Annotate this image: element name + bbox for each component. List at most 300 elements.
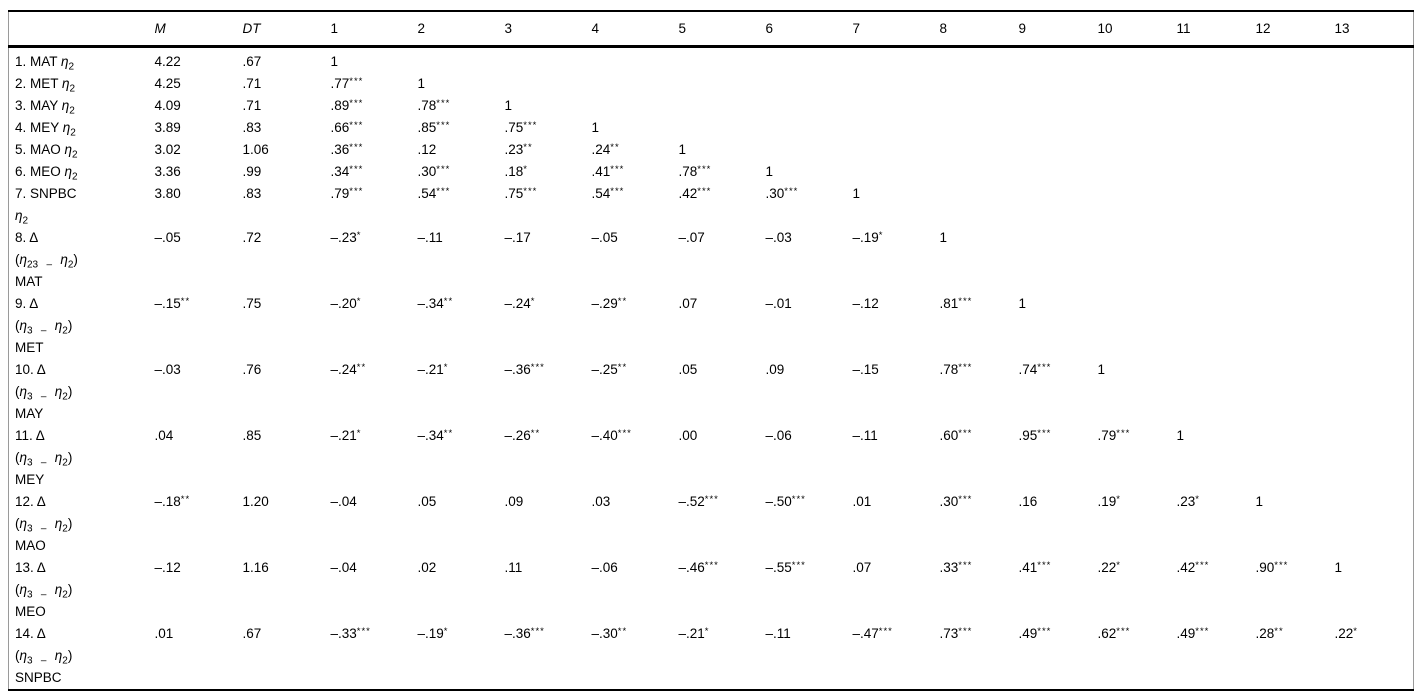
- value-cell: .49***: [1176, 625, 1210, 641]
- column-header: 4: [592, 11, 679, 47]
- value-cell: [679, 73, 766, 95]
- eta-symbol: η: [19, 252, 27, 267]
- value-cell: –.06: [591, 560, 618, 575]
- row-label: [9, 227, 155, 293]
- label-text: ): [67, 318, 73, 333]
- column-header: 8: [940, 11, 1019, 47]
- column-header: M: [155, 11, 243, 47]
- value-cell: .74***: [1018, 361, 1052, 377]
- value-cell: .79***: [1097, 427, 1131, 443]
- value-cell: –.11: [765, 626, 791, 641]
- significance-asterisks: ***: [349, 75, 364, 87]
- value-cell: –.19*: [852, 229, 884, 245]
- value-cell: [592, 95, 679, 117]
- row-label: [9, 359, 155, 425]
- column-header: 6: [766, 11, 853, 47]
- row-label-line: [15, 491, 155, 513]
- significance-asterisks: ***: [523, 185, 538, 197]
- value-cell: –.15: [852, 362, 879, 377]
- value-cell: [1177, 359, 1256, 425]
- value-cell: .09: [504, 494, 524, 509]
- column-header: 9: [1019, 11, 1098, 47]
- value-cell: –.19*: [417, 625, 449, 641]
- significance-asterisks: ***: [1195, 559, 1210, 571]
- value-cell: 1.06: [242, 142, 269, 157]
- label-text: MAO: [15, 538, 46, 553]
- value-cell: .00: [678, 428, 698, 443]
- value-cell: .11: [504, 560, 523, 575]
- label-text: 4. MEY: [15, 120, 63, 135]
- value-cell: [1019, 161, 1098, 183]
- value-cell: .78***: [939, 361, 973, 377]
- row-label: [9, 491, 155, 557]
- value-cell: –.11: [417, 230, 443, 245]
- value-cell: [1098, 73, 1177, 95]
- value-cell: [1177, 47, 1256, 74]
- eta-symbol: η: [15, 208, 23, 223]
- value-cell: .23*: [1176, 493, 1200, 509]
- value-cell: –.24**: [330, 361, 367, 377]
- value-cell: [679, 47, 766, 74]
- value-cell: .28**: [1255, 625, 1284, 641]
- row-label-line: [15, 337, 155, 359]
- row-label-line: [15, 469, 155, 491]
- value-cell: .09: [765, 362, 785, 377]
- eta-symbol: η: [62, 120, 71, 135]
- value-cell: [1019, 117, 1098, 139]
- value-cell: .02: [417, 560, 437, 575]
- significance-asterisks: ***: [617, 427, 632, 439]
- table-row: [9, 359, 1414, 425]
- value-cell: [853, 47, 940, 74]
- row-label-line: [15, 513, 155, 535]
- value-cell: –.04: [330, 560, 357, 575]
- value-cell: 1: [330, 54, 339, 69]
- value-cell: 1: [852, 186, 861, 201]
- value-cell: 1.20: [242, 494, 269, 509]
- label-text: –: [32, 589, 55, 601]
- eta-symbol: η: [54, 648, 63, 663]
- label-text: ): [67, 450, 73, 465]
- significance-asterisks: ***: [784, 185, 799, 197]
- significance-asterisks: ***: [349, 141, 364, 153]
- label-text: ): [67, 384, 73, 399]
- value-cell: [1177, 117, 1256, 139]
- row-label: [9, 293, 155, 359]
- significance-asterisks: ***: [1195, 625, 1210, 637]
- row-label: [9, 95, 155, 117]
- value-cell: .95***: [1018, 427, 1052, 443]
- value-cell: [1019, 183, 1098, 227]
- significance-asterisks: **: [443, 427, 454, 439]
- value-cell: –.12: [852, 296, 879, 311]
- column-header: 3: [505, 11, 592, 47]
- label-text: ): [67, 516, 73, 531]
- value-cell: –.03: [765, 230, 792, 245]
- row-label: [9, 139, 155, 161]
- eta-symbol: η: [54, 384, 63, 399]
- value-cell: [1019, 95, 1098, 117]
- value-cell: .30***: [939, 493, 973, 509]
- value-cell: .01: [852, 494, 872, 509]
- table-row: [9, 425, 1414, 491]
- value-cell: .19*: [1097, 493, 1121, 509]
- label-text: –: [32, 391, 55, 403]
- table-body: [9, 47, 1414, 691]
- value-cell: –.25**: [591, 361, 628, 377]
- significance-asterisks: ***: [349, 119, 364, 131]
- value-cell: –.52***: [678, 493, 719, 509]
- label-text: –: [38, 259, 61, 271]
- value-cell: .41***: [591, 163, 625, 179]
- value-cell: [940, 117, 1019, 139]
- significance-asterisks: ***: [436, 185, 451, 197]
- label-text: MET: [15, 340, 44, 355]
- value-cell: 1: [591, 120, 600, 135]
- value-cell: [1256, 425, 1335, 491]
- value-cell: –.21*: [678, 625, 710, 641]
- table-row: [9, 623, 1414, 690]
- significance-asterisks: **: [523, 141, 533, 153]
- significance-asterisks: ***: [530, 361, 545, 373]
- eta-symbol: η: [54, 516, 63, 531]
- row-label-line: [15, 139, 155, 161]
- row-label-line: [15, 447, 155, 469]
- eta-symbol: η: [19, 582, 27, 597]
- row-label-line: [15, 227, 155, 249]
- value-cell: –.21*: [330, 427, 362, 443]
- eta-symbol: η: [19, 318, 27, 333]
- label-text: 13. Δ: [15, 560, 46, 575]
- value-cell: .99: [242, 164, 262, 179]
- eta-symbol: η: [19, 516, 27, 531]
- value-cell: –.04: [330, 494, 357, 509]
- value-cell: .42***: [1176, 559, 1210, 575]
- row-label-line: [15, 249, 155, 271]
- significance-asterisks: *: [1353, 625, 1358, 637]
- value-cell: [940, 47, 1019, 74]
- significance-asterisks: ***: [958, 361, 973, 373]
- label-text: 14. Δ: [15, 626, 46, 641]
- value-cell: [1019, 227, 1098, 293]
- value-cell: [1256, 359, 1335, 425]
- value-cell: 1: [417, 76, 426, 91]
- value-cell: .16: [1018, 494, 1038, 509]
- value-cell: 1: [765, 164, 774, 179]
- value-cell: –.36***: [504, 361, 545, 377]
- value-cell: –.30**: [591, 625, 628, 641]
- row-label-line: [15, 293, 155, 315]
- value-cell: –.01: [765, 296, 792, 311]
- significance-asterisks: *: [443, 625, 449, 637]
- label-text: 2: [62, 589, 68, 601]
- significance-asterisks: **: [443, 295, 454, 307]
- value-cell: [1177, 73, 1256, 95]
- label-text: MAY: [15, 406, 44, 421]
- value-cell: .62***: [1097, 625, 1131, 641]
- label-text: 2: [62, 655, 68, 667]
- significance-asterisks: ***: [958, 493, 973, 505]
- significance-asterisks: *: [356, 427, 362, 439]
- value-cell: 4.25: [154, 76, 181, 91]
- significance-asterisks: ***: [791, 493, 806, 505]
- value-cell: –.33***: [330, 625, 371, 641]
- value-cell: .85: [242, 428, 262, 443]
- value-cell: [940, 183, 1019, 227]
- table-row: [9, 491, 1414, 557]
- value-cell: 3.89: [154, 120, 181, 135]
- value-cell: [1256, 95, 1335, 117]
- value-cell: [1256, 161, 1335, 183]
- value-cell: .34***: [330, 163, 364, 179]
- value-cell: [853, 73, 940, 95]
- eta-symbol: η: [54, 450, 63, 465]
- value-cell: .71: [242, 76, 262, 91]
- row-label: [9, 557, 155, 623]
- label-text: 1. MAT: [15, 54, 62, 69]
- label-text: –: [32, 325, 55, 337]
- label-text: 11. Δ: [15, 428, 45, 443]
- value-cell: 1: [939, 230, 948, 245]
- significance-asterisks: **: [530, 427, 541, 439]
- table-row: [9, 557, 1414, 623]
- value-cell: [1335, 47, 1414, 74]
- value-cell: 1: [1176, 428, 1185, 443]
- eta-symbol: η: [54, 582, 63, 597]
- row-label-line: [15, 403, 155, 425]
- significance-asterisks: ***: [958, 427, 973, 439]
- value-cell: [1098, 139, 1177, 161]
- value-cell: 3.02: [154, 142, 181, 157]
- value-cell: [853, 95, 940, 117]
- value-cell: .60***: [939, 427, 973, 443]
- value-cell: .30***: [417, 163, 451, 179]
- value-cell: –.26**: [504, 427, 541, 443]
- value-cell: –.17: [504, 230, 531, 245]
- value-cell: .12: [417, 142, 437, 157]
- label-text: 2: [68, 61, 75, 73]
- value-cell: .67: [242, 54, 262, 69]
- label-text: 3: [27, 589, 33, 601]
- value-cell: [1098, 183, 1177, 227]
- label-text: (: [15, 252, 20, 267]
- value-cell: [940, 161, 1019, 183]
- label-text: MAT: [15, 274, 43, 289]
- value-cell: [679, 117, 766, 139]
- value-cell: .22*: [1334, 625, 1358, 641]
- label-text: 3: [27, 391, 33, 403]
- label-text: –: [32, 457, 55, 469]
- label-text: (: [15, 450, 20, 465]
- value-cell: –.06: [765, 428, 792, 443]
- table-row: [9, 73, 1414, 95]
- value-cell: 1: [504, 98, 513, 113]
- value-cell: .49***: [1018, 625, 1052, 641]
- value-cell: [1335, 491, 1414, 557]
- value-cell: .77***: [330, 75, 364, 91]
- row-label-line: [15, 271, 155, 293]
- significance-asterisks: *: [523, 163, 528, 175]
- value-cell: –.18**: [154, 493, 191, 509]
- label-text: (: [15, 318, 20, 333]
- significance-asterisks: ***: [704, 559, 719, 571]
- label-text: 8. Δ: [15, 230, 39, 245]
- significance-asterisks: **: [617, 295, 628, 307]
- label-text: 3: [27, 457, 33, 469]
- value-cell: [1256, 227, 1335, 293]
- column-header: 1: [331, 11, 418, 47]
- significance-asterisks: ***: [349, 185, 364, 197]
- eta-symbol: η: [19, 648, 27, 663]
- row-label-line: [15, 535, 155, 557]
- significance-asterisks: *: [1195, 493, 1200, 505]
- row-label-line: [15, 183, 155, 205]
- value-cell: [766, 117, 853, 139]
- label-text: 2: [62, 325, 68, 337]
- significance-asterisks: ***: [1116, 427, 1131, 439]
- column-header: DT: [243, 11, 331, 47]
- value-cell: –.50***: [765, 493, 806, 509]
- value-cell: .01: [154, 626, 174, 641]
- value-cell: 1: [678, 142, 687, 157]
- value-cell: .54***: [591, 185, 625, 201]
- value-cell: –.15**: [154, 295, 191, 311]
- row-label-line: [15, 205, 155, 227]
- significance-asterisks: *: [1116, 493, 1121, 505]
- value-cell: [1098, 227, 1177, 293]
- correlation-table: [8, 10, 1414, 691]
- value-cell: –.07: [678, 230, 705, 245]
- table-row: [9, 293, 1414, 359]
- significance-asterisks: ***: [349, 97, 364, 109]
- row-label-line: [15, 579, 155, 601]
- eta-symbol: η: [62, 76, 70, 91]
- value-cell: .54***: [417, 185, 451, 201]
- label-text: 7. SNPBC: [15, 186, 77, 201]
- label-text: ): [73, 252, 78, 267]
- label-text: –: [32, 655, 55, 667]
- row-label-line: [15, 645, 155, 667]
- value-cell: [1335, 161, 1414, 183]
- value-cell: [1335, 359, 1414, 425]
- significance-asterisks: ***: [436, 163, 451, 175]
- row-label: [9, 161, 155, 183]
- label-text: (: [15, 384, 20, 399]
- eta-symbol: η: [19, 450, 27, 465]
- value-cell: 3.36: [154, 164, 181, 179]
- value-cell: [1256, 183, 1335, 227]
- significance-asterisks: ***: [1037, 559, 1052, 571]
- value-cell: .71: [242, 98, 262, 113]
- value-cell: .41***: [1018, 559, 1052, 575]
- value-cell: .83: [242, 186, 262, 201]
- label-text: 6. MEO: [15, 164, 65, 179]
- value-cell: 1.16: [242, 560, 269, 575]
- label-text: 3: [27, 523, 33, 535]
- table-row: [9, 183, 1414, 227]
- label-text: 10. Δ: [15, 362, 46, 377]
- row-label-line: [15, 667, 155, 689]
- column-header: 12: [1256, 11, 1335, 47]
- row-label-line: [15, 557, 155, 579]
- significance-asterisks: *: [530, 295, 536, 307]
- label-text: 2: [72, 149, 78, 161]
- eta-symbol: η: [64, 164, 73, 179]
- value-cell: [766, 139, 853, 161]
- value-cell: .67: [242, 626, 262, 641]
- significance-asterisks: ***: [349, 163, 364, 175]
- value-cell: [1256, 117, 1335, 139]
- value-cell: .42***: [678, 185, 712, 201]
- value-cell: –.23*: [330, 229, 362, 245]
- table-row: [9, 227, 1414, 293]
- value-cell: [766, 95, 853, 117]
- label-text: MEO: [15, 604, 46, 619]
- value-cell: .07: [678, 296, 698, 311]
- value-cell: .07: [852, 560, 872, 575]
- significance-asterisks: ***: [1037, 625, 1052, 637]
- significance-asterisks: *: [1116, 559, 1121, 571]
- value-cell: –.46***: [678, 559, 719, 575]
- row-label-line: [15, 95, 155, 117]
- significance-asterisks: ***: [958, 625, 973, 637]
- value-cell: .81***: [939, 295, 973, 311]
- row-label-line: [15, 73, 155, 95]
- table-header: [9, 11, 1414, 47]
- eta-symbol: η: [64, 142, 73, 157]
- value-cell: .75***: [504, 185, 538, 201]
- label-text: 2: [67, 259, 74, 271]
- value-cell: [1177, 293, 1256, 359]
- value-cell: [766, 47, 853, 74]
- row-label-line: [15, 315, 155, 337]
- value-cell: [1335, 183, 1414, 227]
- value-cell: [592, 47, 679, 74]
- value-cell: [1019, 47, 1098, 74]
- row-label: [9, 47, 155, 74]
- label-text: –: [32, 523, 55, 535]
- significance-asterisks: ***: [610, 163, 625, 175]
- significance-asterisks: ***: [697, 163, 712, 175]
- label-text: 2: [70, 127, 76, 139]
- value-cell: [1098, 47, 1177, 74]
- row-label: [9, 117, 155, 139]
- value-cell: [1177, 227, 1256, 293]
- significance-asterisks: **: [1274, 625, 1284, 637]
- value-cell: [1177, 139, 1256, 161]
- value-cell: 1: [1334, 560, 1343, 575]
- significance-asterisks: *: [704, 625, 710, 637]
- significance-asterisks: ***: [523, 119, 538, 131]
- label-text: ): [67, 582, 73, 597]
- value-cell: [1098, 95, 1177, 117]
- column-header: 10: [1098, 11, 1177, 47]
- row-label: [9, 183, 155, 227]
- label-text: 12. Δ: [15, 494, 46, 509]
- label-text: 23: [27, 259, 39, 271]
- value-cell: [940, 139, 1019, 161]
- column-header: 2: [418, 11, 505, 47]
- label-text: 2: [22, 215, 29, 227]
- column-header: 5: [679, 11, 766, 47]
- value-cell: [940, 73, 1019, 95]
- label-text: 2: [72, 171, 78, 183]
- eta-symbol: η: [19, 384, 27, 399]
- table-row: [9, 117, 1414, 139]
- value-cell: .72: [242, 230, 262, 245]
- value-cell: .83: [242, 120, 262, 135]
- significance-asterisks: ***: [436, 119, 451, 131]
